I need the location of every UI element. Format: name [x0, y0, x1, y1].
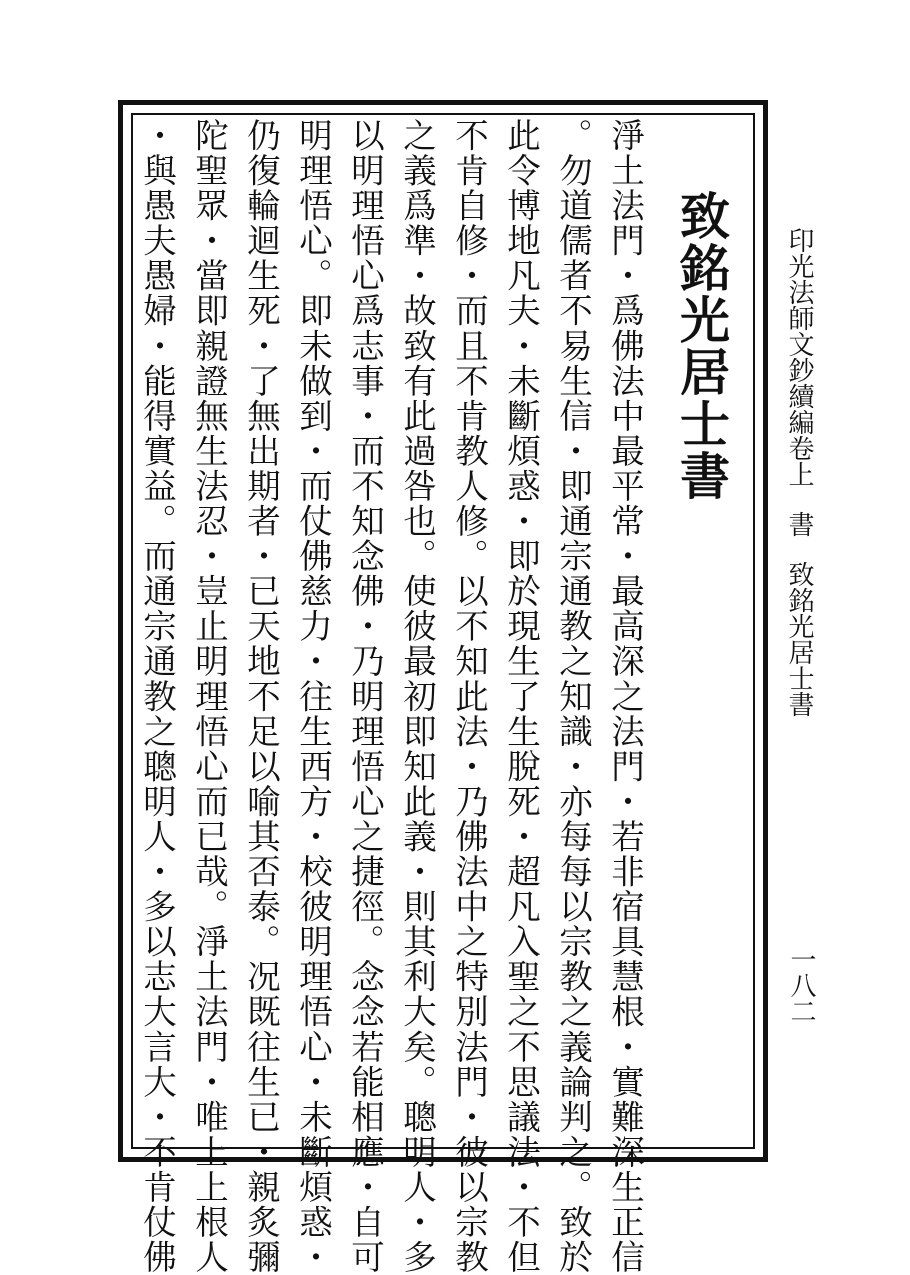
body-column-7: 明理悟心。即未做到・而仗佛慈力・往生西方・校彼明理悟心・未斷煩惑・ [293, 118, 333, 1275]
letter-title: 致銘光居士書 [672, 190, 731, 502]
running-head-letter: 致銘光居士書 [784, 561, 814, 717]
body-column-5: 之義爲準・故致有此過咎也。使彼最初即知此義・則其利大矣。聰明人・多 [397, 118, 437, 1275]
running-head-section: 書 [784, 511, 814, 537]
running-head-book: 印光法師文鈔續編卷上 [784, 227, 814, 487]
body-column-8: 仍復輪迴生死・了無出期者・已天地不足以喻其否泰。况既往生已・親炙彌 [241, 118, 281, 1275]
body-column-6: 以明理悟心爲志事・而不知念佛・乃明理悟心之捷徑。念念若能相應・自可 [345, 118, 385, 1275]
body-column-2: 。勿道儒者不易生信・即通宗通教之知識・亦每每以宗教之義論判之。致於 [553, 118, 593, 1275]
running-head [786, 227, 812, 717]
body-column-9: 陀聖眾・當即親證無生法忍・豈止明理悟心而已哉。淨土法門・唯上上根人 [189, 118, 229, 1275]
body-column-3: 此令博地凡夫・未斷煩惑・即於現生了生脫死・超凡入聖之不思議法・不但 [501, 118, 541, 1275]
body-column-4: 不肯自修・而且不肯教人修。以不知此法・乃佛法中之特別法門・彼以宗教 [449, 118, 489, 1275]
page-number: 一八二 [786, 946, 816, 1024]
body-column-1: 淨土法門・爲佛法中最平常・最高深之法門・若非宿具慧根・實難深生正信 [605, 118, 645, 1275]
body-column-10: ・與愚夫愚婦・能得實益。而通宗通教之聰明人・多以志大言大・不肯仗佛 [137, 118, 177, 1275]
